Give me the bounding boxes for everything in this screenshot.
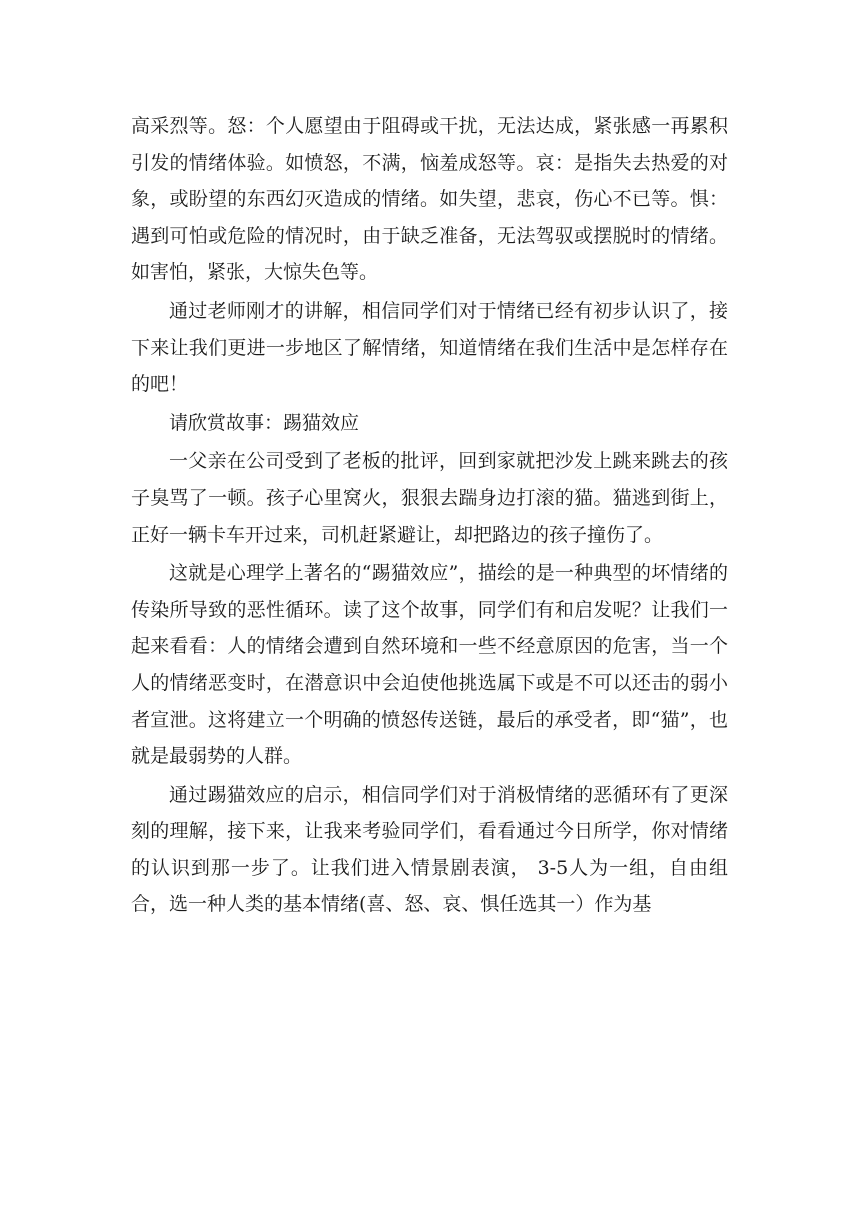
paragraph-role-play: 通过踢猫效应的启示，相信同学们对于消极情绪的恶循环有了更深刻的理解，接下来，让我来考验同学们，看看通过今日所学，你对情绪的认识到那一步了。让我们进入情景剧表演， 3-5人为一组，自由组合，选一种人类的基本情绪(喜、怒、哀、惧任选其一）作为基 <box>131 783 728 916</box>
paragraph-teacher-explanation: 通过老师刚才的讲解，相信同学们对于情绪已经有初步认识了，接下来让我们更进一步地区了解情绪，知道情绪在我们生活中是怎样存在的吧！ <box>131 299 728 396</box>
paragraph-continued: 高采烈等。怒：个人愿望由于阻碍或干扰，无法达成，紧张感一再累积引发的情绪体验。如愤怒，不满，恼羞成怒等。哀：是指失去热爱的对象，或盼望的东西幻灭造成的情绪。如失望，悲哀，伤心不已等。惧：遇到可怕或危险的情况时，由于缺乏准备，无法驾驭或摆脱时的情绪。如害怕，紧张，大惊失色等。 <box>131 115 728 284</box>
paragraph-story: 一父亲在公司受到了老板的批评，回到家就把沙发上跳来跳去的孩子臭骂了一顿。孩子心里窝火，狠狠去踹身边打滚的猫。猫逃到街上，正好一辆卡车开过来，司机赶紧避让，却把路边的孩子撞伤了。 <box>131 450 728 546</box>
document-body <box>131 108 728 923</box>
paragraph-story-heading: 请欣赏故事：踢猫效应 <box>169 411 360 434</box>
paragraph-kick-cat-effect: 这就是心理学上著名的“踢猫效应”，描绘的是一种典型的坏情绪的传染所导致的恶性循环。读了这个故事，同学们有和启发呢？让我们一起来看看：人的情绪会遭到自然环境和一些不经意原因的危害，当一个人的情绪恶变时，在潜意识中会迫使他挑选属下或是不可以还击的弱小者宣泄。这将建立一个明确的愤怒传送链，最后的承受者，即“猫”，也就是最弱势的人群。 <box>131 562 728 768</box>
